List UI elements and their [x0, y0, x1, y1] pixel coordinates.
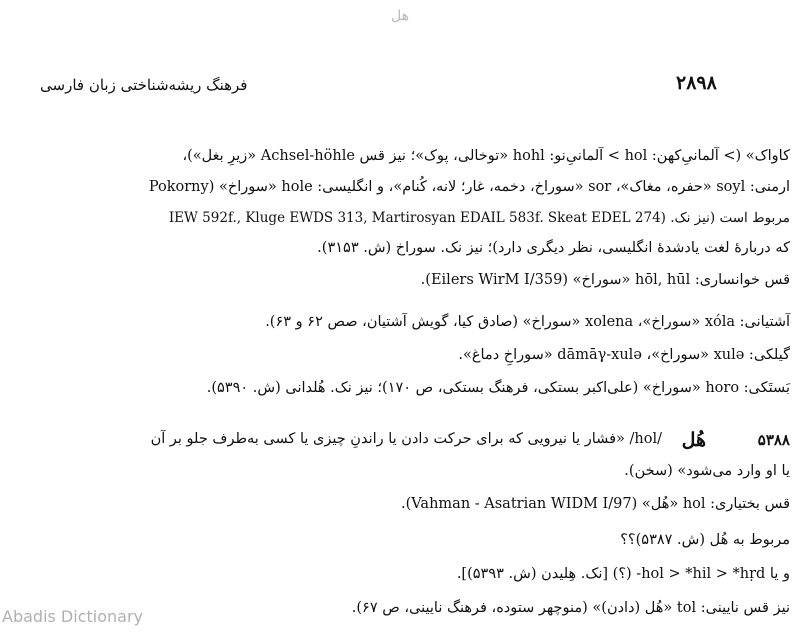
entry-body-line: مربوط به هُل (ش. ۵۳۸۷)؟؟: [620, 532, 790, 548]
entry-headword: هُل: [681, 429, 706, 451]
entry-number: ۵۳۸۸: [757, 431, 790, 449]
book-title: فرهنگ ریشه‌شناختی زبان فارسی: [40, 76, 248, 94]
page-number: ۲۸۹۸: [676, 72, 717, 94]
entry-body-line: قس بختیاری: hol «هُل» (Vahman - Asatrian WIDM I/97).: [401, 496, 790, 512]
running-head: [0, 72, 800, 100]
prev-entry-line: مربوط است (نیز نک. (IEW 592f., Kluge EWDS 313, Martirosyan EDAIL 583f. Skeat EDEL 274: [168, 210, 790, 226]
prev-entry-line: ارمنی: soyl «حفره، مغاک»، sor «سوراخ، دخمه، غار؛ لانه، کُنام»، و انگلیسی: hole «سوراخ» (Pokorny: [148, 179, 790, 195]
prev-entry-line: کاواک» (> آلمانیِ‌کهن: hol > آلمانیِ‌نو: hohl «توخالی، پوک»؛ نیز قس Achsel-höhle «زیرِ بغل»)،: [182, 148, 790, 164]
site-title: هل: [391, 8, 409, 24]
entry-definition-line: /hol/ «فشار یا نیرویی که برای حرکت دادن یا راندنِ چیزی یا کسی به‌طرف جلو بر آن: [150, 431, 662, 447]
watermark: Abadis Dictionary: [2, 607, 143, 626]
prev-entry-line: که دربارهٔ لغت یادشدهٔ انگلیسی، نظر دیگری دارد)؛ نیز نک. سوراخ (ش. ۳۱۵۳).: [317, 240, 790, 256]
prev-entry-line: آشتیانی: xóla «سوراخ»، xolena «سوراخ» (صادق کیا، گویش آشتیان، صص ۶۲ و ۶۳).: [265, 314, 790, 330]
prev-entry-line: گیلکی: xulə «سوراخ»، dāmāγ-xulə «سوراخِ دماغ».: [458, 347, 790, 363]
entry-definition-line: یا او وارد می‌شود» (سخن).: [624, 463, 790, 479]
prev-entry-line: بَستَکی: horo «سوراخ» (علی‌اکبر بستکی، فرهنگ بستکی، ص ۱۷۰)؛ نیز نک. هُلدانی (ش. ۵۳۹۰).: [206, 380, 790, 396]
site-header: [0, 0, 800, 40]
prev-entry-line: قس خوانساری: hōl, hūl «سوراخ» (Eilers WirM I/359).: [420, 272, 790, 288]
entry-body-line: نیز قس نایینی: tol «هُل (دادن)» (منوچهر ستوده، فرهنگ نایینی، ص ۶۷).: [351, 600, 790, 616]
entry-body-line: و یا hol > *hil > *hṛd- (؟) [نک. هِلیدن (ش. ۵۳۹۳)].: [456, 566, 790, 582]
